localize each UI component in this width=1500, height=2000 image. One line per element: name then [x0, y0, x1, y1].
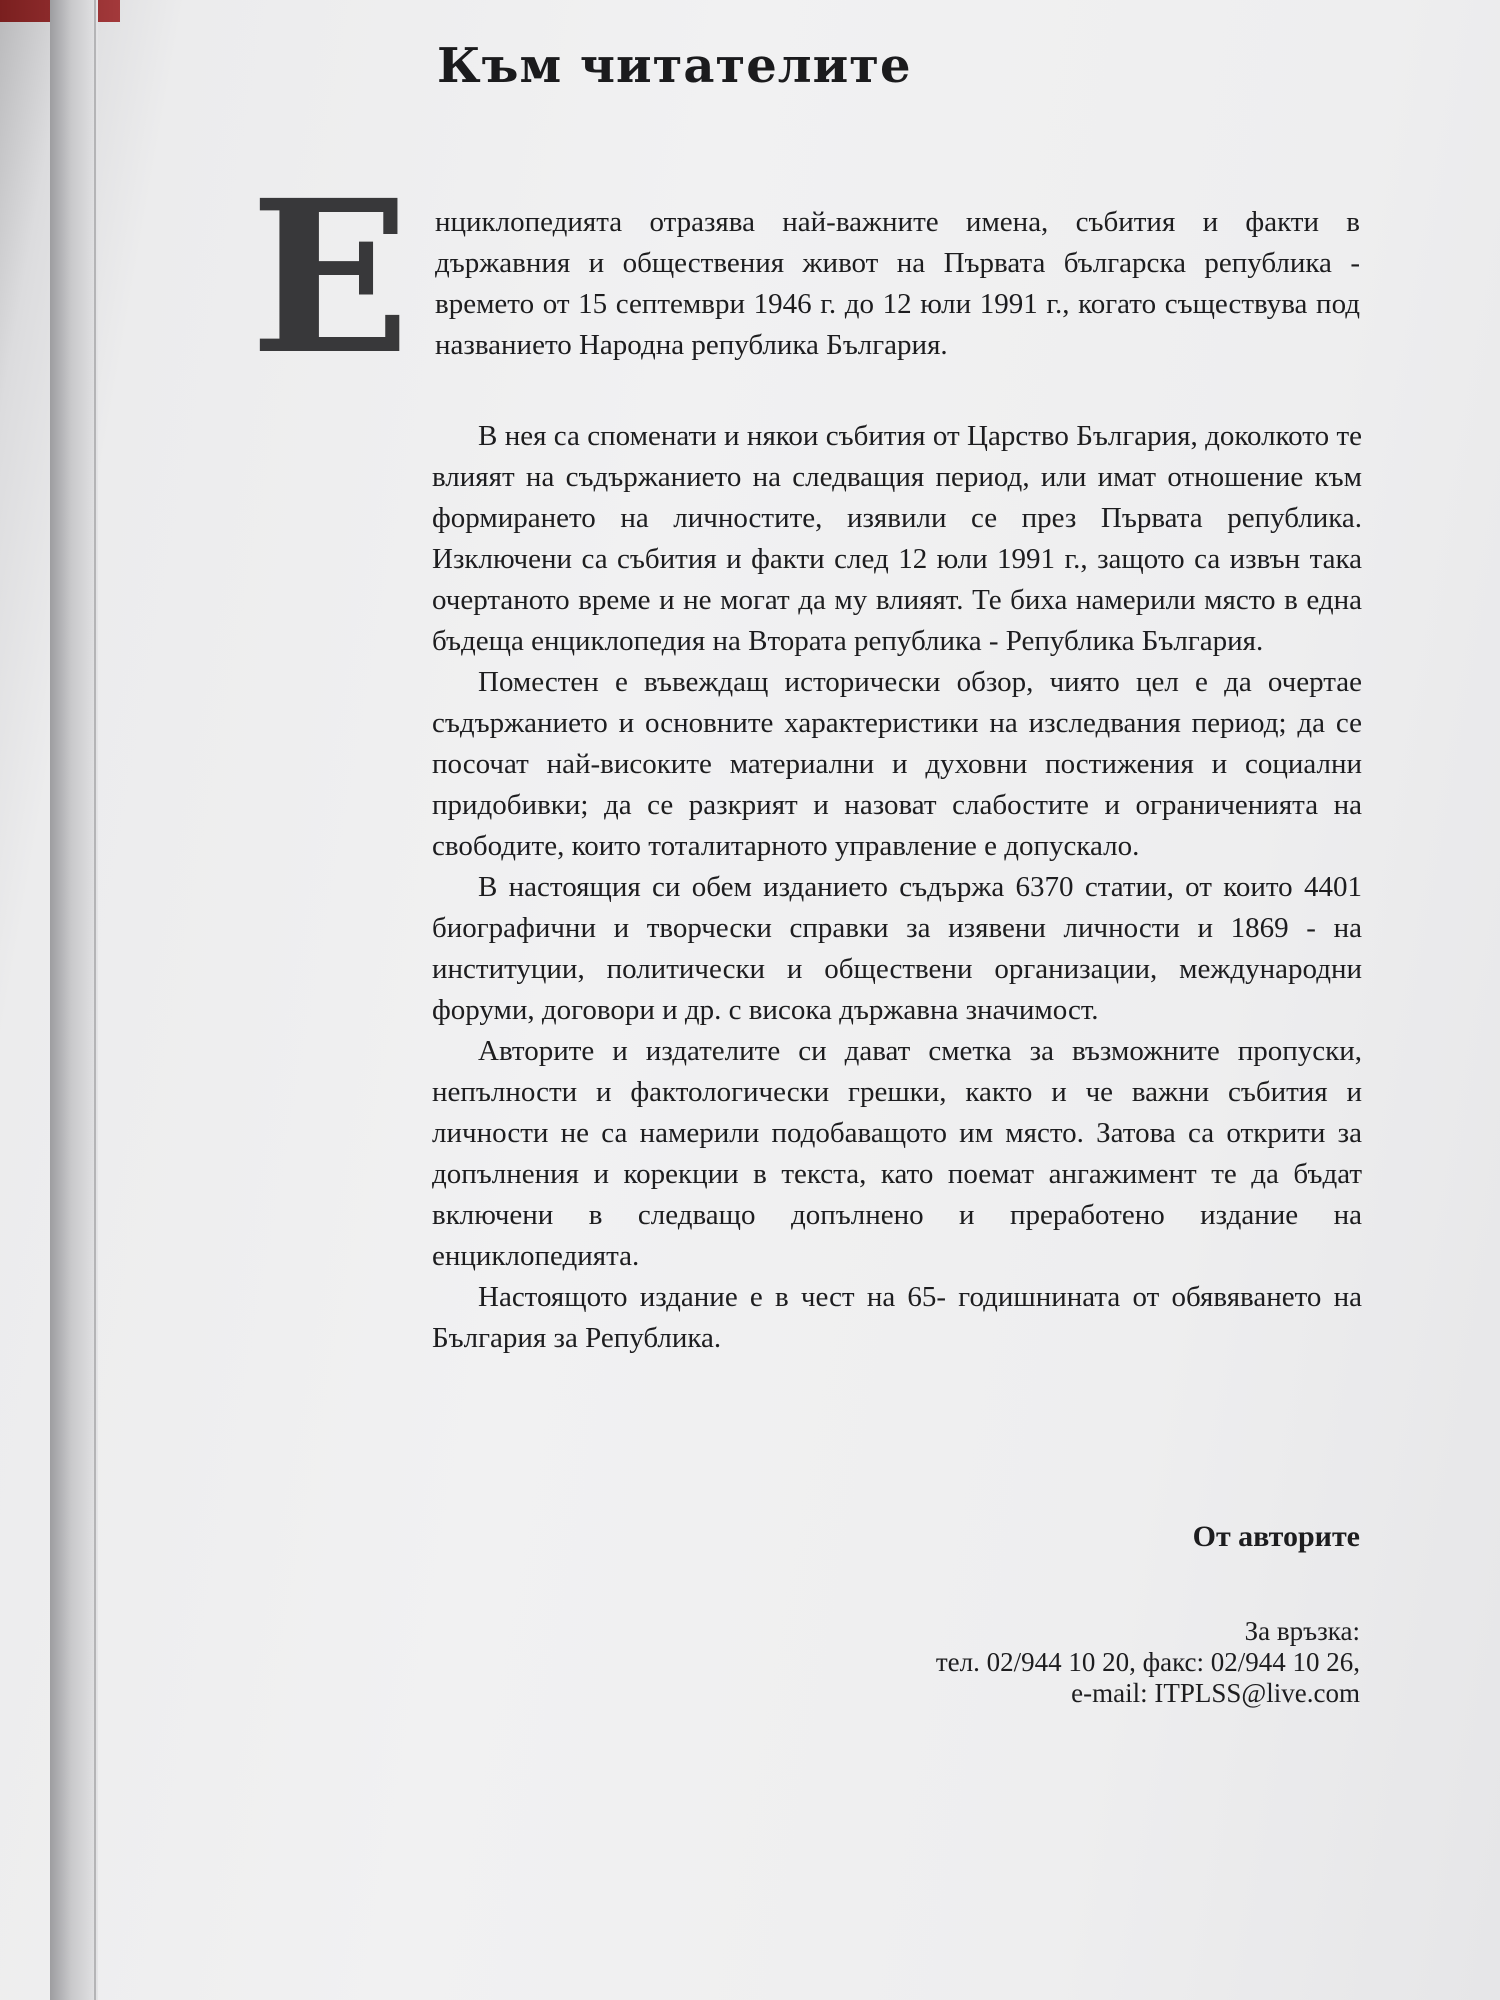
- page-gutter: [50, 0, 98, 2000]
- binding-line: [94, 0, 96, 2000]
- paragraph-1: нциклопедията отразява най-важните имена, събития и факти в държавния и обществения живот на Първата българска република - времето от 15 септември 1946 г. до 12 юли 1991 г., когато съществува под названието Народна република България.: [435, 206, 1360, 361]
- paragraph-2: В нея са споменати и някои събития от Царство България, доколкото те влияят на съдържанието на следващия период, или имат отношение към формирането на личностите, изявили се през Първата република. Изключени са събития и факти след 12 юли 1991 г., защото са извън така очертаното време и не могат да му влияят. Те биха намерили място в една бъдеща енциклопедия на Втората република - Република България.: [432, 420, 1362, 657]
- paragraph-5: Авторите и издателите си дават сметка за възможните пропуски, непълности и фактологически грешки, както и че важни събития и личности не са намерили подобаващото им място. Затова са открити за допълнения и корекции в текста, като поемат ангажимент те да бъдат включени в следващо допълнено и преработено издание на енциклопедията.: [432, 1035, 1362, 1272]
- page-title: Към читателите: [437, 38, 912, 94]
- contact-label: За връзка:: [1244, 1616, 1360, 1646]
- signature: От авторите: [1192, 1520, 1360, 1553]
- contact-block: [936, 1616, 1360, 1709]
- body-text: [432, 416, 1362, 1359]
- contact-phones: тел. 02/944 10 20, факс: 02/944 10 26,: [935, 1647, 1360, 1677]
- paragraph-4: В настоящия си обем изданието съдържа 6370 статии, от които 4401 биографични и творчески справки за изявени личности и 1869 - на институции, политически и обществени организации, международни форуми, договори и др. с висока държавна значимост.: [432, 871, 1362, 1026]
- drop-cap: Е: [250, 154, 411, 401]
- contact-email: e-mail: ITPLSS@live.com: [1071, 1678, 1360, 1708]
- paragraph-3: Поместен е въвеждащ исторически обзор, чиято цел е да очертае съдържанието и основните характеристики на изследвания период; да се посочат най-високите материални и духовни постижения и социални придобивки; да се разкрият и назоват слабостите и ограниченията на свободите, които тоталитарното управление е допускало.: [432, 666, 1362, 862]
- paragraph-6: Настоящото издание е в чест на 65- годишнината от обявяването на България за Република.: [432, 1281, 1362, 1354]
